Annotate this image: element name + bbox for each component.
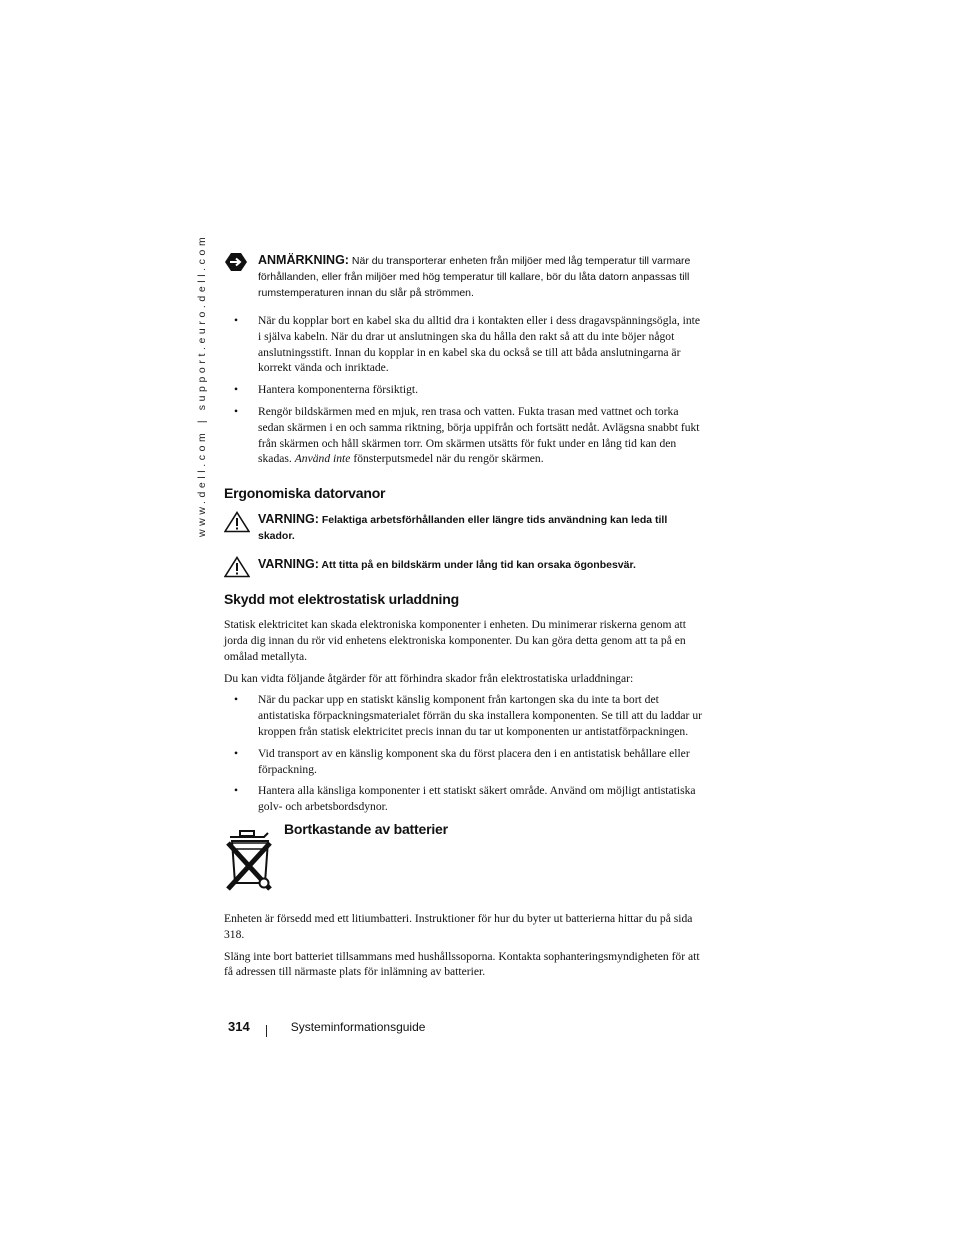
notice-block — [224, 252, 702, 301]
notice-icon — [224, 252, 248, 272]
list-item: • Hantera alla känsliga komponenter i ett statiskt säkert område. Använd om möjligt antistatiska golv- och arbetsbordsdynor. — [224, 783, 702, 815]
battery-paragraph: Släng inte bort batteriet tillsammans med hushållssoporna. Kontakta sophanteringsmyndigheten för att få adressen till närmaste plats för inlämning av batterier. — [224, 949, 700, 979]
warning-block — [224, 556, 702, 573]
list-item: • Vid transport av en känslig komponent ska du först placera den i en antistatisk behållare eller förpackning. — [224, 746, 702, 778]
warning-icon — [224, 511, 250, 533]
list-item: • Hantera komponenterna försiktigt. — [224, 382, 702, 398]
footer-divider — [266, 1025, 267, 1037]
list-item: • När du packar upp en statiskt känslig komponent från kartongen ska du inte ta bort det antistatiska förpackningsmaterialet förrän du ska installera komponenten. Se till att du laddar ur kroppen från statisk elektricitet precis innan du tar ut komponenten ur antistatförpackningen. — [224, 692, 702, 739]
esd-list — [224, 692, 702, 815]
warning-label: VARNING: — [258, 557, 319, 572]
warning-body: Felaktiga arbetsförhållanden eller längre tids användning kan leda till skador. — [258, 514, 668, 543]
warning-icon — [224, 556, 250, 578]
section-heading-ergonomics: Ergonomiska datorvanor — [224, 485, 386, 502]
battery-section-header — [224, 820, 702, 901]
side-url: www.dell.com | support.euro.dell.com — [196, 233, 208, 537]
section-heading-battery: Bortkastande av batterier — [284, 820, 448, 837]
list-item: • När du kopplar bort en kabel ska du alltid dra i kontakten eller i dess dragavspänningsögla, inte i själva kabeln. När du drar ut anslutningen ska du hålla den rakt så att du inte böjer något anslutningsstift. Innan du kopplar in en kabel ska du också se till att båda anslutningarna är korrekt vända och inriktade. — [224, 313, 702, 376]
warning-block — [224, 511, 702, 544]
battery-paragraph: Enheten är försedd med ett litiumbatteri. Instruktioner för hur du byter ut batterierna hittar du på sida 318. — [224, 911, 693, 941]
esd-paragraph: Du kan vidta följande åtgärder för att förhindra skador från elektrostatiska urladdningar: — [224, 671, 634, 685]
page-content — [224, 252, 702, 986]
warning-label: VARNING: — [258, 512, 319, 527]
warning-body: Att titta på en bildskärm under lång tid kan orsaka ögonbesvär. — [321, 559, 636, 572]
page-footer — [228, 1019, 425, 1034]
warning-text — [258, 511, 702, 544]
warning-text — [258, 556, 702, 573]
page-number: 314 — [228, 1019, 250, 1034]
care-list — [224, 313, 702, 467]
notice-text — [258, 252, 702, 301]
esd-paragraph: Statisk elektricitet kan skada elektroniska komponenter i enheten. Du minimerar riskerna genom att jorda dig innan du rör vid enhetens elektroniska komponenter. Du kan göra detta genom att ta på en omålad metallyta. — [224, 618, 686, 663]
footer-title: Systeminformationsguide — [290, 1019, 426, 1034]
section-heading-esd: Skydd mot elektrostatisk urladdning — [224, 591, 459, 608]
notice-body: När du transporterar enheten från miljöer med låg temperatur till varmare förhållanden, eller från miljöer med hög temperatur till kallare, bör du låta datorn anpassas till rumstemperaturen innan du slår på strömmen. — [258, 255, 691, 299]
list-item: • Rengör bildskärmen med en mjuk, ren trasa och vatten. Fukta trasan med vattnet och torka sedan skärmen i en och samma riktning, börja uppifrån och fortsätt nedåt. Avlägsna snabbt fukt från skärmen och håll skärmen torr. Om skärmen utsätts för fukt under en lång tid kan den skadas. Använd inte fönsterputsmedel när du rengör skärmen. — [224, 404, 702, 467]
notice-label: ANMÄRKNING: — [258, 253, 349, 267]
crossed-bin-icon — [224, 829, 276, 893]
